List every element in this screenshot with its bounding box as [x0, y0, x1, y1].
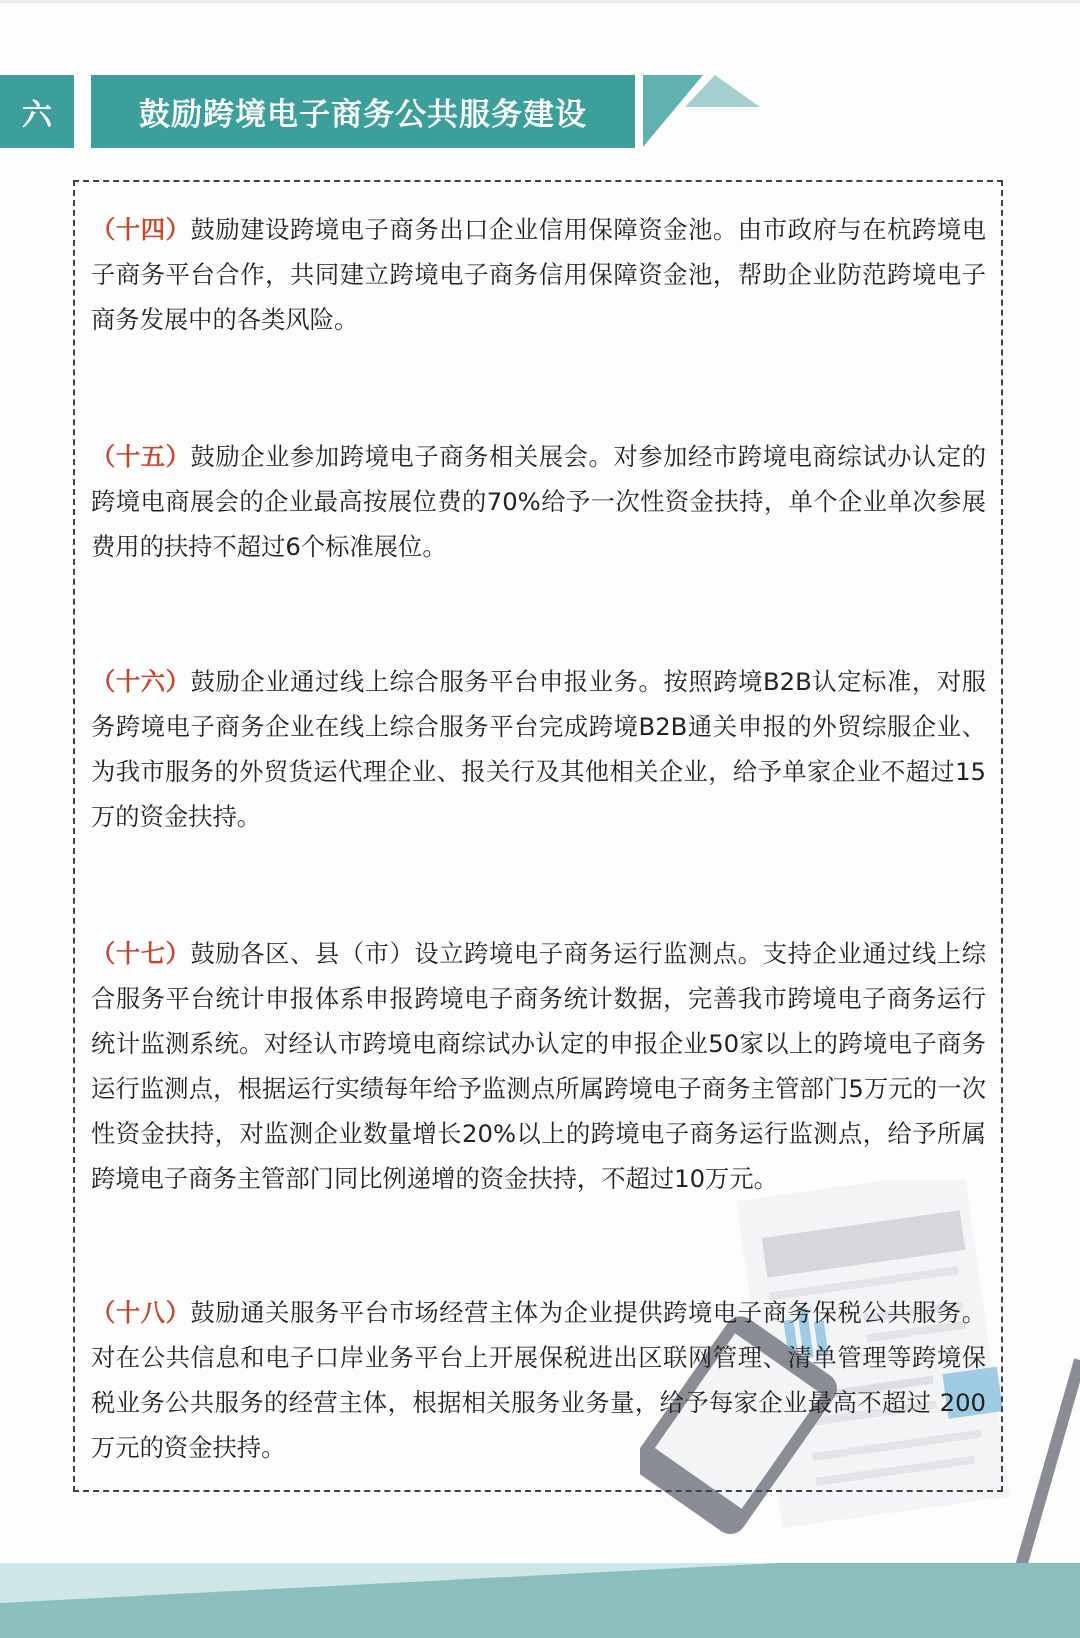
policy-item-label: （十七）: [91, 939, 191, 968]
policy-item-text: 鼓励各区、县（市）设立跨境电子商务运行监测点。支持企业通过线上综合服务平台统计申报体系申报跨境电子商务统计数据，完善我市跨境电子商务运行统计监测系统。对经认市跨境电商综试办认定的申报企业50家以上的跨境电子商务运行监测点，根据运行实绩每年给予监测点所属跨境电子商务主管部门5万元的一次性资金扶持，对监测企业数量增长20%以上的跨境电子商务运行监测点，给予所属跨境电子商务主管部门同比例递增的资金扶持，不超过10万元。: [91, 939, 987, 1193]
policy-item: [91, 1290, 986, 1470]
policy-item-label: （十五）: [91, 442, 191, 471]
policy-item-text: 鼓励企业参加跨境电子商务相关展会。对参加经市跨境电商综试办认定的跨境电商展会的企业最高按展位费的70%给予一次性资金扶持，单个企业单次参展费用的扶持不超过6个标准展位。: [91, 442, 987, 561]
section-number-badge: 六: [0, 75, 74, 148]
top-border-line: [0, 0, 1080, 3]
section-title: 鼓励跨境电子商务公共服务建设: [91, 75, 635, 148]
policy-item-label: （十六）: [91, 667, 191, 696]
policy-item: [91, 931, 986, 1201]
policy-item-text: 鼓励建设跨境电子商务出口企业信用保障资金池。由市政府与在杭跨境电子商务平台合作，共同建立跨境电子商务信用保障资金池，帮助企业防范跨境电子商务发展中的各类风险。: [91, 215, 987, 334]
policy-item: [91, 207, 986, 342]
policy-item-text: 鼓励通关服务平台市场经营主体为企业提供跨境电子商务保税公共服务。对在公共信息和电子口岸业务平台上开展保税进出区联网管理、清单管理等跨境保税业务公共服务的经营主体，根据相关服务业务量，给予每家企业最高不超过 200万元的资金扶持。: [91, 1298, 987, 1462]
policy-item: [91, 434, 986, 569]
header-triangle-decoration: [643, 75, 763, 150]
policy-item-label: （十八）: [91, 1298, 191, 1327]
policy-item-text: 鼓励企业通过线上综合服务平台申报业务。按照跨境B2B认定标准，对服务跨境电子商务企业在线上综合服务平台完成跨境B2B通关申报的外贸综服企业、为我市服务的外贸货运代理企业、报关行及其他相关企业，给予单家企业不超过15万的资金扶持。: [91, 667, 987, 831]
bottom-decorative-band: [0, 1563, 1080, 1638]
policy-item: [91, 659, 986, 839]
policy-item-label: （十四）: [91, 215, 191, 244]
